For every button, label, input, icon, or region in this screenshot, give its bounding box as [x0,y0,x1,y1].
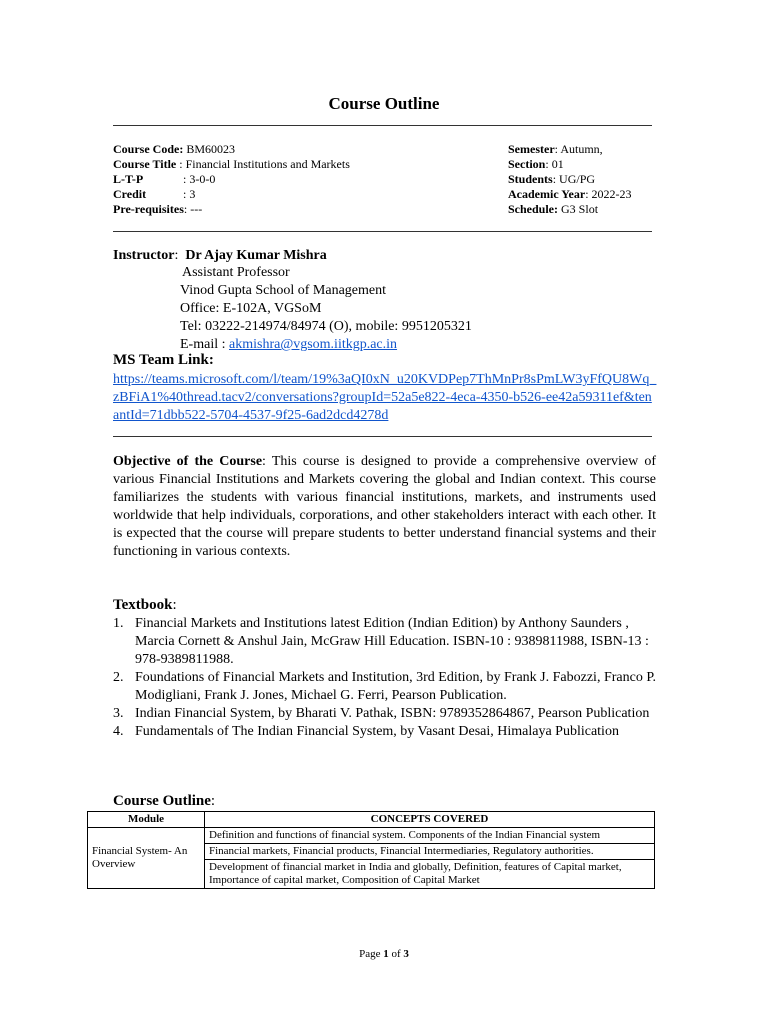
course-outline-table [87,811,655,889]
credit-row: Credit : 3 [113,187,196,201]
column-header-module: Module [88,812,205,828]
page-number: 1 [383,948,389,960]
objective-paragraph [113,453,656,561]
instructor-heading: Instructor: Dr Ajay Kumar Mishra [113,248,327,263]
course-details-left [113,142,350,217]
academic-year-row: Academic Year: 2022-23 [508,187,632,201]
prereq-row: Pre-requisites: --- [113,202,203,216]
instructor-school: Vinod Gupta School of Management [180,283,387,298]
divider [113,125,652,126]
instructor-office: Office: E-102A, VGSoM [180,301,322,316]
list-item: 4. Fundamentals of The Indian Financial System, by Vasant Desai, Himalaya Publication [113,724,619,739]
ms-team-heading: MS Team Link: [113,352,214,368]
textbook-heading: Textbook: [113,597,177,613]
page-title: Course Outline [328,94,440,113]
schedule-value: G3 Slot [561,202,599,216]
semester-row: Semester: Autumn, [508,142,603,156]
list-item: 3. Indian Financial System, by Bharati V. Pathak, ISBN: 9789352864867, Pearson Publication [113,706,650,721]
divider [113,436,652,437]
semester-value: Autumn, [560,142,603,156]
table-header-row [88,812,655,828]
textbook-list [113,615,658,741]
schedule-row: Schedule: G3 Slot [508,202,599,216]
academic-year-value: 2022-23 [591,187,632,201]
concept-cell: Definition and functions of financial system. Components of the Indian Financial system [205,828,655,844]
instructor-name: Dr Ajay Kumar Mishra [185,248,327,263]
instructor-email-row: E-mail : akmishra@vgsom.iitkgp.ac.in [180,337,398,352]
list-item: 2. Foundations of Financial Markets and Institution, 3rd Edition, by Frank J. Fabozzi, Franco P. Modigliani, Frank J. Jones, Michael G. Ferri, Pearson Publication. [113,670,657,703]
instructor-tel: Tel: 03222-214974/84974 (O), mobile: 9951205321 [180,319,472,334]
prereq-value: --- [190,202,203,216]
students-row: Students: UG/PG [508,172,596,186]
course-outline-heading: Course Outline: [113,793,216,809]
objective-text: : This course is designed to provide a comprehensive overview of various Financial Institutions and Markets covering the global and Indian context. This course familiarizes the students with various financial institutions, markets, and instruments used worldwide that help individuals, corporations, and other stakeholders interact with each other. It is expected that the course will prepare students to better understand financial systems and their functioning in various contexts. [113,454,656,559]
instructor-designation: Assistant Professor [182,265,290,280]
course-code-row: Course Code: BM60023 [113,142,236,156]
instructor-details [180,264,472,354]
concept-cell: Development of financial market in India and globally, Definition, features of Capital market, Importance of capital market, Composition of Capital Market [205,860,655,889]
divider [113,231,652,232]
module-cell: Financial System- An Overview [88,828,205,889]
section-row: Section: 01 [508,157,564,171]
course-title: Financial Institutions and Markets [185,157,350,171]
ltp-row: L-T-P : 3-0-0 [113,172,216,186]
table-row [88,828,655,844]
concept-cell: Financial markets, Financial products, Financial Intermediaries, Regulatory authorities. [205,844,655,860]
ms-team-link[interactable]: https://teams.microsoft.com/l/team/19%3aQI0xN_u20KVDPep7ThMnPr8sPmLW3yFfQU8Wq_zBFiA1%40thread.tacv2/conversations?groupId=52a5e822-4eca-4350-b526-ee42a59311ef&tenantId=71dbb522-5704-4537-9f25-6ad2dcd4278d [113,372,657,423]
course-title-row: Course Title : Financial Institutions and Markets [113,157,350,171]
students-value: UG/PG [559,172,596,186]
course-details-right [508,142,632,217]
course-code: BM60023 [186,142,236,156]
ltp-value: : 3-0-0 [183,172,216,186]
section-value: 01 [551,157,564,171]
instructor-email-link[interactable]: akmishra@vgsom.iitkgp.ac.in [229,337,398,352]
objective-label: Objective of the Course [113,454,263,469]
list-item: 1. Financial Markets and Institutions latest Edition (Indian Edition) by Anthony Saunders , Marcia Cornett & Anshul Jain, McGraw Hill Education. ISBN-10 : 9389811988, ISBN-13 : 978-9389811988. [113,616,649,667]
credit-value: : 3 [183,187,196,201]
page-footer: Page 1 of 3 [359,948,409,960]
page-total: 3 [403,948,409,960]
column-header-concepts: CONCEPTS COVERED [205,812,655,828]
